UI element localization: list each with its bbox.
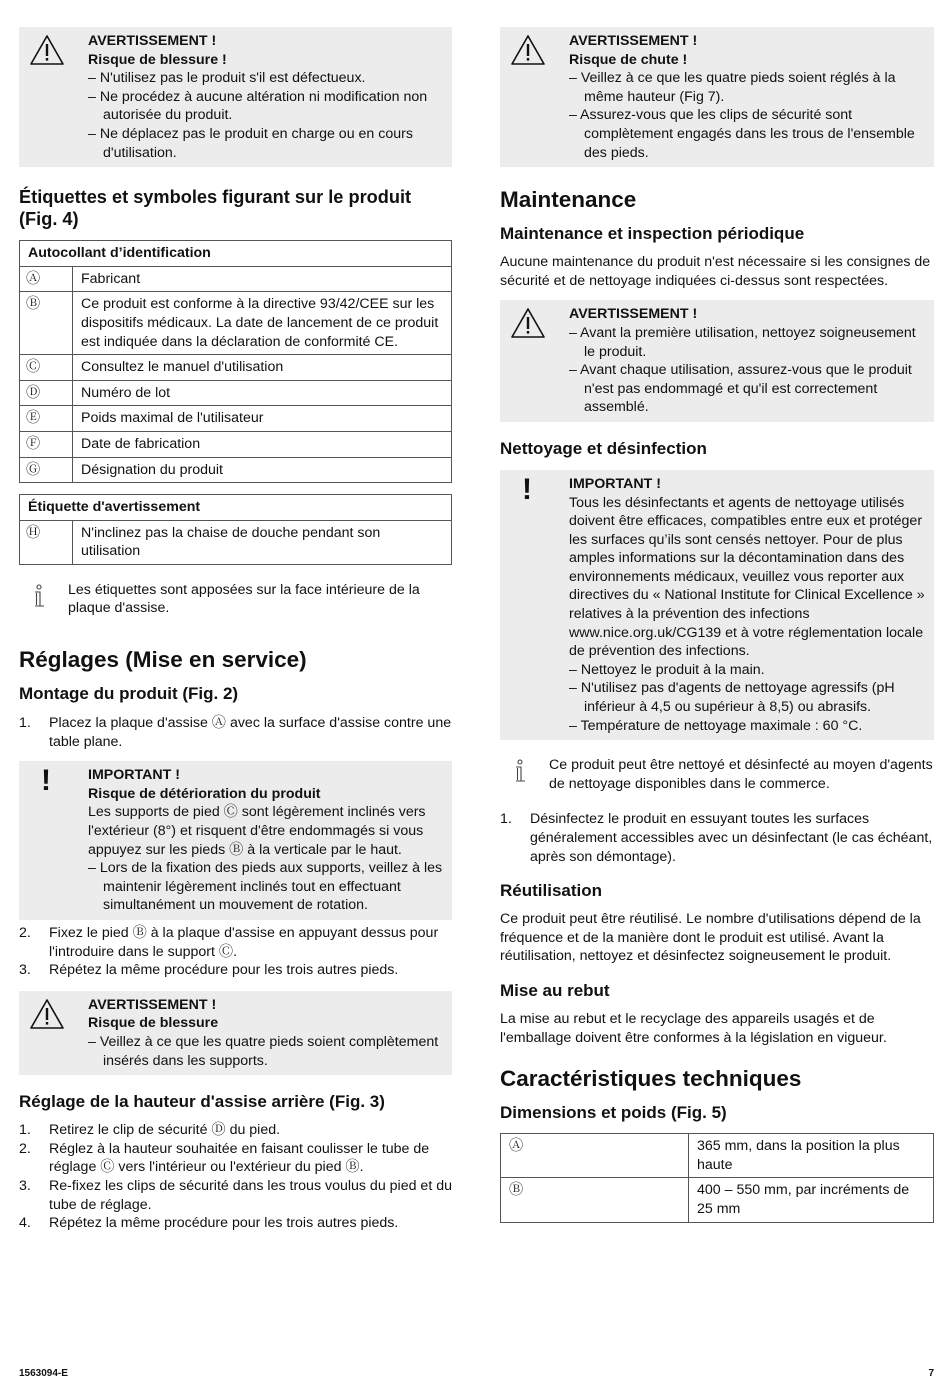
reutilisation-heading: Réutilisation <box>500 881 603 901</box>
table-row <box>20 520 452 564</box>
step-number: 1. <box>19 1122 31 1139</box>
table-row <box>501 1134 934 1178</box>
left-column <box>19 27 452 1233</box>
table-value: 365 mm, dans la position la plus haute <box>689 1134 934 1178</box>
warning-item: – Veillez à ce que les quatre pieds soient complètement insérés dans les supports. <box>88 1033 439 1069</box>
table-key: Ⓐ <box>20 266 73 292</box>
important-title: IMPORTANT ! <box>88 767 180 784</box>
table-value: 400 – 550 mm, par incréments de 25 mm <box>689 1178 934 1222</box>
labels-heading: Étiquettes et symboles figurant sur le produit (Fig. 4) <box>19 187 412 230</box>
info-icon <box>32 584 46 608</box>
rebut-heading: Mise au rebut <box>500 980 610 1000</box>
important-subtitle: Risque de détérioration du produit <box>88 785 321 802</box>
important-item: – N'utilisez pas d'agents de nettoyage agressifs (pH inférieur à 4,5 ou supérieur à 8,5) ou abrasifs. <box>569 680 895 716</box>
table-key: Ⓗ <box>20 520 73 564</box>
table-row <box>20 266 452 292</box>
table-row <box>20 380 452 406</box>
step-text: Retirez le clip de sécurité Ⓓ du pied. <box>49 1122 281 1139</box>
warning-item: – Avant la première utilisation, nettoyez soigneusement le produit. <box>569 324 916 360</box>
important-body: Tous les désinfectants et agents de nettoyage utilisés doivent être efficaces, compatibles entre eux et protéger les surfaces qu’ils sont censés nettoyer. Pour de plus amples informations sur la décontamination dans des environnements médicaux, veuillez vous reporter aux directives du « National Institute for Clinical Excellence » relatives à la prévention des infections www.nice.org.uk/CG139 et à votre réglementation locale de prévention des infections. <box>569 494 925 660</box>
info-note-text: Ce produit peut être nettoyé et désinfecté au moyen d'agents de nettoyage disponibles dans le commerce. <box>549 757 933 792</box>
step-number: 1. <box>500 811 512 828</box>
montage-heading: Montage du produit (Fig. 2) <box>19 684 239 704</box>
step-text: Répétez la même procédure pour les trois autres pieds. <box>49 962 399 979</box>
important-item: – Lors de la fixation des pieds aux supports, veillez à les maintenir légèrement inclinés tout en effectuant simultanément un mouvement de rotation. <box>88 860 443 914</box>
maintenance-heading: Maintenance <box>500 187 637 213</box>
document-number: 1563094-E <box>19 1368 68 1378</box>
page-number: 7 <box>928 1368 934 1378</box>
table-row <box>20 406 452 432</box>
reglages-heading: Réglages (Mise en service) <box>19 647 307 673</box>
warning-item: – Avant chaque utilisation, assurez-vous que le produit n'est pas endommagé et qu'il est correctement assemblé. <box>569 362 912 416</box>
step-number: 1. <box>19 715 31 732</box>
warning-triangle-icon <box>29 997 65 1031</box>
table-key: Ⓑ <box>501 1178 689 1222</box>
list-item <box>19 1177 452 1214</box>
step-text: Répétez la même procédure pour les trois autres pieds. <box>49 1215 399 1232</box>
step-text: Réglez à la hauteur souhaitée en faisant coulisser le tube de réglage Ⓒ vers l'intérieur ou l'extérieur du pied Ⓑ. <box>49 1140 430 1176</box>
step-number: 3. <box>19 1177 31 1194</box>
table-value: Ce produit est conforme à la directive 93/42/CEE sur les dispositifs médicaux. La date de lancement de ce produit est indiquée dans la déclaration de conformité CE. <box>73 292 452 355</box>
table-value: Désignation du produit <box>73 457 452 483</box>
warning-item: – Ne procédez à aucune altération ni modification non autorisée du produit. <box>88 88 428 124</box>
table-key: Ⓔ <box>20 406 73 432</box>
table-row <box>501 1178 934 1222</box>
warning-title: AVERTISSEMENT ! <box>569 306 698 323</box>
warning-item: – N'utilisez pas le produit s'il est défectueux. <box>88 70 366 87</box>
step-text: Placez la plaque d'assise Ⓐ avec la surface d'assise contre une table plane. <box>49 715 452 750</box>
warning-box-maintenance <box>500 300 934 422</box>
list-item <box>19 1140 452 1177</box>
list-item <box>500 810 934 866</box>
info-note-text: Les étiquettes sont apposées sur la face intérieure de la plaque d'assise. <box>68 581 420 617</box>
list-item <box>19 714 452 751</box>
table-header: Autocollant d’identification <box>20 241 452 267</box>
important-box-damage <box>19 761 452 920</box>
table-row <box>20 431 452 457</box>
dimensions-table <box>500 1133 934 1222</box>
info-note <box>500 756 934 793</box>
warning-subtitle: Risque de blessure <box>88 1015 219 1032</box>
warning-box-fall <box>500 27 934 167</box>
table-row <box>20 355 452 381</box>
warning-subtitle: Risque de chute ! <box>569 51 688 68</box>
exclamation-icon: ! <box>522 472 532 506</box>
warning-title: AVERTISSEMENT ! <box>569 33 698 49</box>
important-title: IMPORTANT ! <box>569 475 661 492</box>
table-value: Fabricant <box>73 266 452 292</box>
warning-triangle-icon <box>510 33 546 67</box>
table-key: Ⓓ <box>20 380 73 406</box>
exclamation-icon: ! <box>41 764 51 798</box>
step-number: 2. <box>19 925 31 941</box>
table-row <box>20 457 452 483</box>
step-text: Désinfectez le produit en essuyant toutes les surfaces généralement accessibles avec un désinfectant (le cas échéant, après son démontage). <box>530 811 933 865</box>
table-value: Numéro de lot <box>73 380 452 406</box>
step-number: 4. <box>19 1215 31 1232</box>
info-note <box>19 581 452 618</box>
table-value: N'inclinez pas la chaise de douche pendant son utilisation <box>73 520 452 564</box>
step-number: 3. <box>19 962 31 979</box>
inspection-heading: Maintenance et inspection périodique <box>500 224 805 244</box>
warning-box-injury <box>19 27 452 167</box>
hauteur-heading: Réglage de la hauteur d'assise arrière (Fig. 3) <box>19 1092 385 1112</box>
warning-label-table <box>19 494 452 565</box>
step-text: Fixez le pied Ⓑ à la plaque d'assise en appuyant dessus pour l'introduire dans le support Ⓒ. <box>49 925 439 960</box>
important-item: – Température de nettoyage maximale : 60 °C. <box>569 717 863 734</box>
warning-title: AVERTISSEMENT ! <box>88 996 217 1013</box>
table-row <box>20 292 452 355</box>
warning-item: – Ne déplacez pas le produit en charge ou en cours d'utilisation. <box>88 125 413 161</box>
caract-heading: Caractéristiques techniques <box>500 1066 802 1092</box>
important-box-cleaning <box>500 470 934 740</box>
table-key: Ⓑ <box>20 292 73 355</box>
info-icon <box>513 759 527 783</box>
warning-item: – Assurez-vous que les clips de sécurité sont complètement engagés dans les trous de l'ensemble des pieds. <box>569 107 915 161</box>
reutilisation-text: Ce produit peut être réutilisé. Le nombre d'utilisations dépend de la fréquence et de la manière dont le produit est utilisé. Avant la réutilisation, nettoyez et désinfectez soigneusement le produit. <box>500 911 921 965</box>
nettoyage-heading: Nettoyage et désinfection <box>500 438 707 458</box>
list-item <box>19 961 452 980</box>
table-value: Date de fabrication <box>73 431 452 457</box>
identification-table <box>19 240 452 483</box>
warning-title: AVERTISSEMENT ! <box>88 33 217 49</box>
table-key: Ⓕ <box>20 431 73 457</box>
dims-heading: Dimensions et poids (Fig. 5) <box>500 1103 727 1123</box>
important-body: Les supports de pied Ⓒ sont légèrement inclinés vers l'extérieur (8°) et risquent d'être endommagés si vous appuyez sur les pieds Ⓑ à la verticale par le haut. <box>88 804 426 858</box>
inspection-text: Aucune maintenance du produit n'est nécessaire si les consignes de sécurité et de nettoyage indiquées ci-dessus sont respectées. <box>500 254 931 289</box>
table-key: Ⓐ <box>501 1134 689 1178</box>
warning-box-legs <box>19 991 452 1075</box>
table-key: Ⓖ <box>20 457 73 483</box>
step-number: 2. <box>19 1140 31 1157</box>
warning-triangle-icon <box>510 306 546 340</box>
table-value: Consultez le manuel d'utilisation <box>73 355 452 381</box>
important-item: – Nettoyez le produit à la main. <box>569 661 765 678</box>
warning-item: – Veillez à ce que les quatre pieds soient réglés à la même hauteur (Fig 7). <box>569 70 896 105</box>
rebut-text: La mise au rebut et le recyclage des appareils usagés et de l'emballage doivent être conformes à la législation en vigueur. <box>500 1010 887 1046</box>
table-value: Poids maximal de l'utilisateur <box>73 406 452 432</box>
list-item <box>19 1121 452 1140</box>
right-column <box>500 27 934 1223</box>
warning-triangle-icon <box>29 33 65 67</box>
table-header: Étiquette d'avertissement <box>20 495 452 521</box>
warning-subtitle: Risque de blessure ! <box>88 51 227 68</box>
list-item <box>19 1214 452 1233</box>
list-item <box>19 924 452 961</box>
table-key: Ⓒ <box>20 355 73 381</box>
step-text: Re-fixez les clips de sécurité dans les trous voulus du pied et du tube de réglage. <box>49 1177 452 1213</box>
